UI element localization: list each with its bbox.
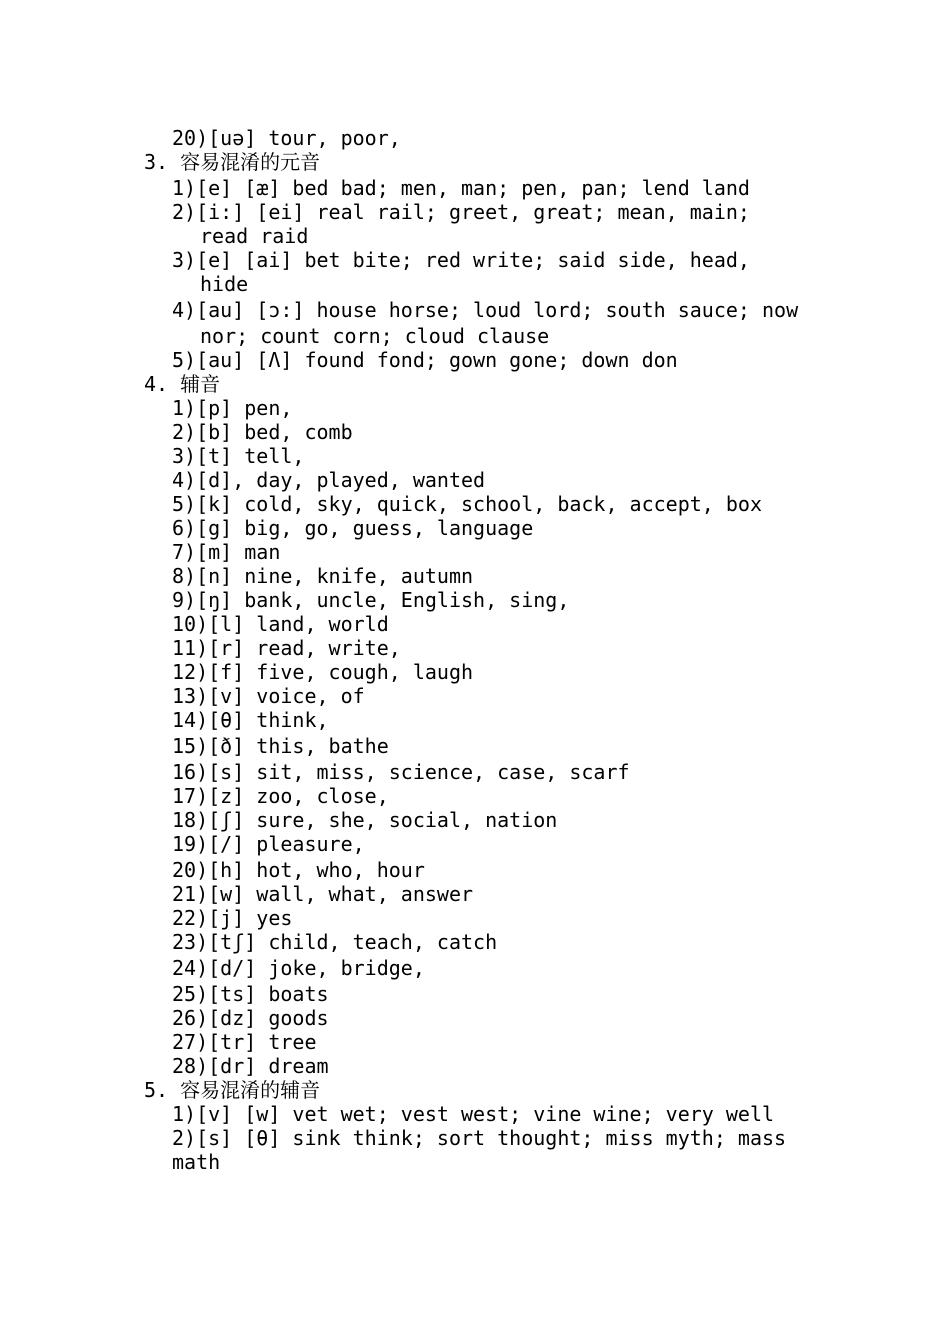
list-line: 4)[au] [ɔ:] house horse; loud lord; south sauce; now (172, 298, 799, 322)
list-line: 3)[t] tell, (172, 444, 305, 468)
list-line: 5)[au] [Λ] found fond; gown gone; down don (172, 348, 678, 372)
list-line: 13)[v] voice, of (172, 684, 365, 708)
list-line: 12)[f] five, cough, laugh (172, 660, 474, 684)
list-line: math (172, 1150, 221, 1174)
list-line: hide (200, 272, 249, 296)
list-line: 8)[n] nine, knife, autumn (172, 564, 474, 588)
list-line: 18)[ʃ] sure, she, social, nation (172, 808, 558, 832)
list-line: 1)[p] pen, (172, 396, 293, 420)
list-line: 20)[h] hot, who, hour (172, 858, 425, 882)
list-line: 7)[m] man (172, 540, 281, 564)
section-heading: 4. 辅音 (144, 372, 221, 396)
list-line: 20)[uə] tour, poor, (172, 126, 401, 150)
list-line: 9)[ŋ] bank, uncle, English, sing, (172, 588, 570, 612)
list-line: 26)[dz] goods (172, 1006, 329, 1030)
list-line: 11)[r] read, write, (172, 636, 401, 660)
list-line: 2)[i:] [ei] real rail; greet, great; mean, main; (172, 200, 750, 224)
list-line: 24)[d/] joke, bridge, (172, 956, 425, 980)
list-line: 28)[dr] dream (172, 1054, 329, 1078)
list-line: 6)[g] big, go, guess, language (172, 516, 534, 540)
list-line: 2)[b] bed, comb (172, 420, 353, 444)
list-line: 1)[e] [æ] bed bad; men, man; pen, pan; lend land (172, 176, 750, 200)
list-line: nor; count corn; cloud clause (200, 324, 550, 348)
list-line: 22)[j] yes (172, 906, 293, 930)
section-heading: 3. 容易混淆的元音 (144, 150, 321, 174)
list-line: 10)[l] land, world (172, 612, 389, 636)
list-line: read raid (200, 224, 309, 248)
list-line: 14)[θ] think, (172, 708, 329, 732)
list-line: 5)[k] cold, sky, quick, school, back, accept, box (172, 492, 763, 516)
list-line: 17)[z] zoo, close, (172, 784, 389, 808)
list-line: 1)[v] [w] vet wet; vest west; vine wine; very well (172, 1102, 775, 1126)
list-line: 27)[tr] tree (172, 1030, 317, 1054)
list-line: 21)[w] wall, what, answer (172, 882, 474, 906)
list-line: 3)[e] [ai] bet bite; red write; said side, head, (172, 248, 750, 272)
list-line: 25)[ts] boats (172, 982, 329, 1006)
list-line: 4)[d], day, played, wanted (172, 468, 486, 492)
list-line: 2)[s] [θ] sink think; sort thought; miss myth; mass (172, 1126, 787, 1150)
list-line: 15)[ð] this, bathe (172, 734, 389, 758)
list-line: 16)[s] sit, miss, science, case, scarf (172, 760, 630, 784)
section-heading: 5. 容易混淆的辅音 (144, 1078, 321, 1102)
list-line: 19)[/] pleasure, (172, 832, 365, 856)
list-line: 23)[tʃ] child, teach, catch (172, 930, 498, 954)
